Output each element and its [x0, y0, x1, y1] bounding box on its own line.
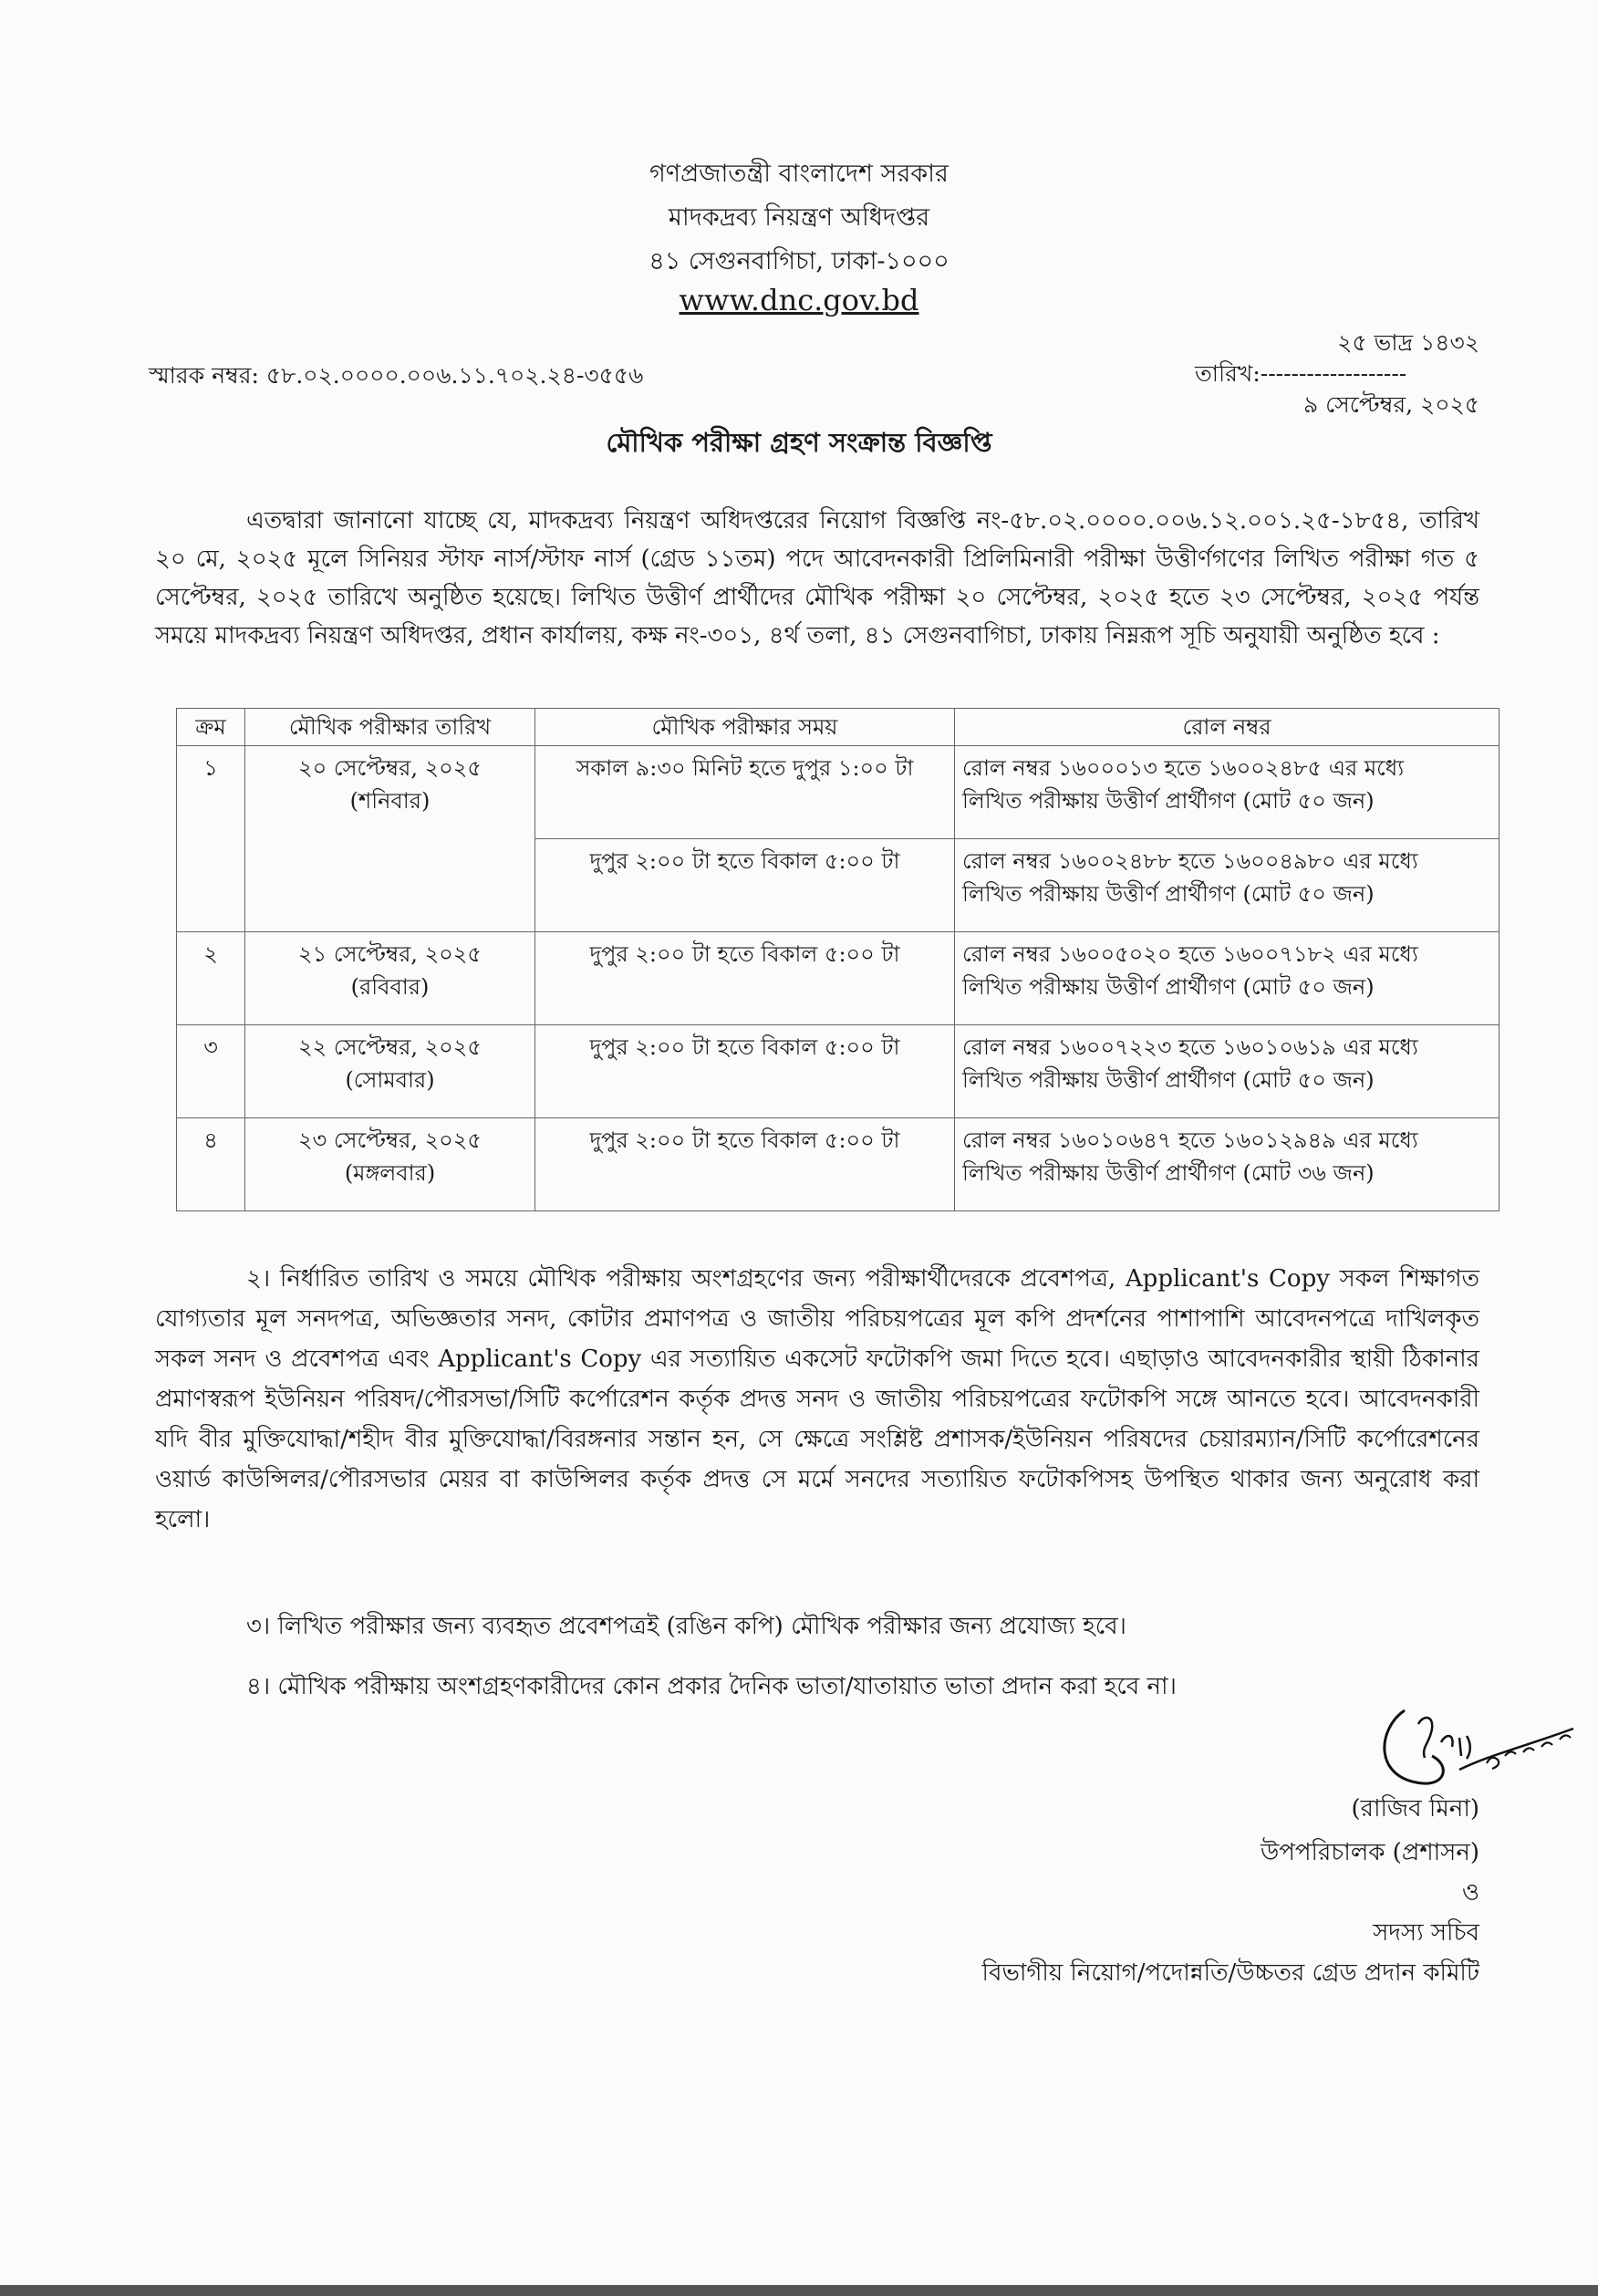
date-cell: [245, 1118, 535, 1211]
date-cell: [245, 1025, 535, 1118]
roll-cell: [955, 746, 1499, 839]
date-cell: [245, 746, 535, 932]
date-english: ৯ সেপ্টেম্বর, ২০২৫: [1302, 391, 1479, 418]
date-cell: [245, 932, 535, 1025]
roll-cell: [955, 1025, 1499, 1118]
date-text: ২০ সেপ্টেম্বর, ২০২৫: [298, 755, 482, 781]
intro-paragraph: [155, 502, 1479, 655]
roll-info: লিখিত পরীক্ষায় উত্তীর্ণ প্রার্থীগণ (মোট ৫০ জন): [962, 788, 1375, 814]
committee-name: বিভাগীয় নিয়োগ/পদোন্নতি/উচ্চতর গ্রেড প্রদান কমিটি: [981, 1959, 1479, 1987]
day-text: (শনিবার): [349, 788, 431, 814]
date-text: ২২ সেপ্টেম্বর, ২০২৫: [298, 1034, 482, 1060]
table-row: [177, 932, 1499, 1025]
roll-info: লিখিত পরীক্ষায় উত্তীর্ণ প্রার্থীগণ (মোট ৩৬ জন): [962, 1160, 1375, 1186]
website-link[interactable]: www.dnc.gov.bd: [679, 283, 919, 317]
signatory-role: সদস্য সচিব: [1373, 1919, 1479, 1947]
day-text: (সোমবার): [345, 1067, 435, 1093]
time-cell: দুপুর ২:০০ টা হতে বিকাল ৫:০০ টা: [535, 932, 955, 1025]
schedule-table: [176, 708, 1499, 1211]
header-time: মৌখিক পরীক্ষার সময়: [535, 709, 955, 746]
table-header-row: [177, 709, 1499, 746]
date-text: ২৩ সেপ্টেম্বর, ২০২৫: [298, 1127, 482, 1153]
time-cell: সকাল ৯:৩০ মিনিট হতে দুপুর ১:০০ টা: [535, 746, 955, 839]
roll-info: লিখিত পরীক্ষায় উত্তীর্ণ প্রার্থীগণ (মোট ৫০ জন): [962, 1067, 1375, 1093]
govt-name: গণপ্রজাতন্ত্রী বাংলাদেশ সরকার: [649, 160, 949, 188]
roll-info: লিখিত পরীক্ষায় উত্তীর্ণ প্রার্থীগণ (মোট ৫০ জন): [962, 881, 1375, 907]
intro-text: এতদ্বারা জানানো যাচ্ছে যে, মাদকদ্রব্য নিয়ন্ত্রণ অধিদপ্তরের নিয়োগ বিজ্ঞপ্তি নং-৫৮.০২.০০০০.০০৬.১২.০০১.২৫-১৮৫৪, তারিখ ২০ মে, ২০২৫ মূলে সিনিয়র স্টাফ নার্স/স্টাফ নার্স (গ্রেড ১১তম) পদে আবেদনকারী প্রিলিমিনারী পরীক্ষা উত্তীর্ণগণের লিখিত পরীক্ষা গত ৫ সেপ্টেম্বর, ২০২৫ তারিখে অনুষ্ঠিত হয়েছে। লিখিত উত্তীর্ণ প্রার্থীদের মৌখিক পরীক্ষা ২০ সেপ্টেম্বর, ২০২৫ হতে ২৩ সেপ্টেম্বর, ২০২৫ পর্যন্ত সময়ে মাদকদ্রব্য নিয়ন্ত্রণ অধিদপ্তর, প্রধান কার্যালয়, কক্ষ নং-৩০১, ৪র্থ তলা, ৪১ সেগুনবাগিচা, ঢাকায় নিম্নরূপ সূচি অনুযায়ী অনুষ্ঠিত হবে :: [155, 507, 1479, 649]
roll-range: রোল নম্বর ১৬০০৫০২০ হতে ১৬০০৭১৮২ এর মধ্যে: [962, 941, 1418, 967]
address: ৪১ সেগুনবাগিচা, ঢাকা-১০০০: [649, 247, 949, 275]
paragraph-4: ৪। মৌখিক পরীক্ষায় অংশগ্রহণকারীদের কোন প্রকার দৈনিক ভাতা/যাতায়াত ভাতা প্রদান করা হবে না।: [246, 1673, 1177, 1700]
time-cell: দুপুর ২:০০ টা হতে বিকাল ৫:০০ টা: [535, 839, 955, 932]
roll-range: রোল নম্বর ১৬০০২৪৮৮ হতে ১৬০০৪৯৮০ এর মধ্যে: [962, 848, 1418, 874]
roll-range: রোল নম্বর ১৬০১০৬৪৭ হতে ১৬০১২৯৪৯ এর মধ্যে: [962, 1127, 1418, 1153]
roll-info: লিখিত পরীক্ষায় উত্তীর্ণ প্রার্থীগণ (মোট ৫০ জন): [962, 974, 1375, 1000]
header-serial: ক্রম: [177, 709, 245, 746]
notice-title: মৌখিক পরীক্ষা গ্রহণ সংক্রান্ত বিজ্ঞপ্তি: [606, 427, 992, 458]
table-row: [177, 746, 1499, 839]
roll-cell: [955, 839, 1499, 932]
handwritten-signature: [1368, 1692, 1578, 1802]
roll-cell: [955, 932, 1499, 1025]
roll-cell: [955, 1118, 1499, 1211]
date-text: ২১ সেপ্টেম্বর, ২০২৫: [298, 941, 482, 967]
paragraph-2: [155, 1259, 1479, 1540]
paragraph-2-text: ২। নির্ধারিত তারিখ ও সময়ে মৌখিক পরীক্ষায় অংশগ্রহণের জন্য পরীক্ষার্থীদেরকে প্রবেশপত্র, Applicant's Copy সকল শিক্ষাগত যোগ্যতার মূল সনদপত্র, অভিজ্ঞতার সনদ, কোটার প্রমাণপত্র ও জাতীয় পরিচয়পত্রের মূল কপি প্রদর্শনের পাশাপাশি আবেদনপত্রে দাখিলকৃত সকল সনদ ও প্রবেশপত্র এবং Applicant's Copy এর সত্যায়িত একসেট ফটোকপি জমা দিতে হবে। এছাড়াও আবেদনকারীর স্থায়ী ঠিকানার প্রমাণস্বরূপ ইউনিয়ন পরিষদ/পৌরসভা/সিটি কর্পোরেশন কর্তৃক প্রদত্ত সনদ ও জাতীয় পরিচয়পত্রের ফটোকপি সঙ্গে আনতে হবে। আবেদনকারী যদি বীর মুক্তিযোদ্ধা/শহীদ বীর মুক্তিযোদ্ধা/বিরঙ্গনার সন্তান হন, সে ক্ষেত্রে সংশ্লিষ্ট প্রশাসক/ইউনিয়ন পরিষদের চেয়ারম্যান/সিটি কর্পোরেশনের ওয়ার্ড কাউন্সিলর/পৌরসভার মেয়র বা কাউন্সিলর কর্তৃক প্রদত্ত সে মর্মে সনদের সত্যায়িত ফটোকপিসহ উপস্থিত থাকার জন্য অনুরোধ করা হলো।: [155, 1265, 1479, 1533]
signatory-name: (রাজিব মিনা): [1351, 1795, 1479, 1823]
day-text: (মঙ্গলবার): [344, 1160, 436, 1186]
signatory-designation: উপপরিচালক (প্রশাসন): [1260, 1839, 1479, 1866]
header-roll: রোল নম্বর: [955, 709, 1499, 746]
serial-cell: ৩: [177, 1025, 245, 1118]
department-name: মাদকদ্রব্য নিয়ন্ত্রণ অধিদপ্তর: [668, 203, 930, 232]
table-row: [177, 1118, 1499, 1211]
time-cell: দুপুর ২:০০ টা হতে বিকাল ৫:০০ টা: [535, 1025, 955, 1118]
table-row: [177, 1025, 1499, 1118]
day-text: (রবিবার): [350, 974, 430, 1000]
serial-cell: ৪: [177, 1118, 245, 1211]
signatory-and: ও: [1461, 1879, 1479, 1906]
roll-range: রোল নম্বর ১৬০০০১৩ হতে ১৬০০২৪৮৫ এর মধ্যে: [962, 755, 1405, 781]
memo-number: স্মারক নম্বর: ৫৮.০২.০০০০.০০৬.১১.৭০২.২৪-৩৫৫৬: [149, 362, 644, 389]
date-bangla: ২৫ ভাদ্র ১৪৩২: [1337, 329, 1479, 356]
scan-edge: [0, 2285, 1598, 2296]
serial-cell: ১: [177, 746, 245, 932]
roll-range: রোল নম্বর ১৬০০৭২২৩ হতে ১৬০১০৬১৯ এর মধ্যে: [962, 1034, 1418, 1060]
serial-cell: ২: [177, 932, 245, 1025]
date-label: তারিখ:-------------------: [1195, 360, 1407, 387]
header-date: মৌখিক পরীক্ষার তারিখ: [245, 709, 535, 746]
time-cell: দুপুর ২:০০ টা হতে বিকাল ৫:০০ টা: [535, 1118, 955, 1211]
paragraph-3: ৩। লিখিত পরীক্ষার জন্য ব্যবহৃত প্রবেশপত্রই (রঙিন কপি) মৌখিক পরীক্ষার জন্য প্রযোজ্য হবে।: [246, 1613, 1126, 1640]
